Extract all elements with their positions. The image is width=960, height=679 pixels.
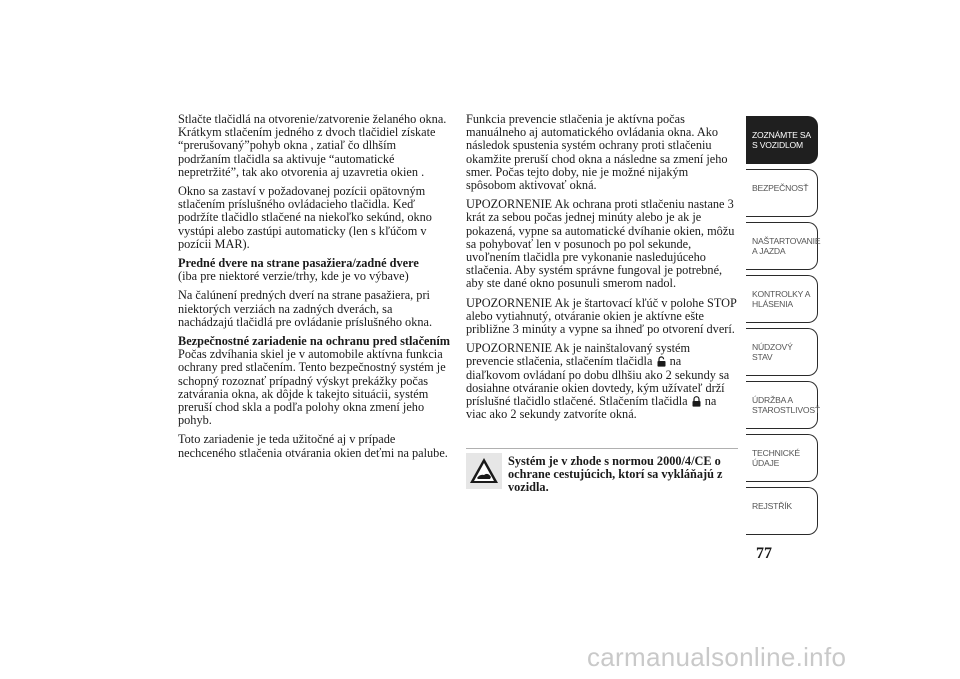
tab-technicke-udaje[interactable] (746, 434, 818, 482)
left-column (178, 113, 450, 466)
page-number: 77 (756, 545, 772, 562)
tab-label: KONTROLKY A HLÁSENIA (752, 289, 810, 309)
section-heading: Predné dvere na strane pasažiera/zadné dvere (178, 256, 419, 271)
tab-kontrolky[interactable] (746, 275, 818, 323)
tab-label: REJSTŘÍK (752, 501, 792, 511)
tab-label: ZOZNÁMTE SA S VOZIDLOM (752, 130, 811, 150)
text-segment: na diaľkovom ovládaní po dobu dlhšiu ako 2 sekundy sa dosiahne otváranie okien dovtedy, kým užívateľ drží príslušné tlačidlo stlačené. Stlačením tlačidla (466, 354, 730, 409)
unlock-icon (657, 356, 666, 367)
paragraph: Funkcia prevencie stlačenia je aktívna počas manuálneho aj automatického ovládania okna. Ako následok spustenia systém ochrany proti stlačeniu okamžite preruší chod okna a následne sa zmení jeho smer. Počas tejto doby, nie je možné nijakým spôsobom aktivovať okná. (466, 112, 728, 193)
text-segment: na viac ako 2 sekundy zatvoríte okná. (466, 394, 717, 422)
paragraph: Stlačte tlačidlá na otvorenie/zatvorenie želaného okna. Krátkym stlačením jedného z dvoch tlačidiel získate “prerušovaný”pohyb okna , zatiaľ čo dlhším podržaním tlačidla sa aktivuje “automatické nepretržité”, tak ako otvorenia aj uzavretia okien . (178, 112, 447, 179)
side-tabs (746, 116, 821, 540)
section-heading: Bezpečnostné zariadenie na ochranu pred stlačením (178, 334, 450, 349)
divider (466, 448, 738, 449)
tab-udrzba[interactable] (746, 381, 818, 429)
paragraph: UPOZORNENIE Ak ochrana proti stlačeniu nastane 3 krát za sebou počas jednej minúty alebo je ak je pokazená, vypne sa automatické dvíhanie okien, môžu sa pohybovať len v posunoch po pol sekunde, uvoľnením tlačidla pre vykonanie nasledujúceho stlačenia. Aby systém správne fungoval je potrebné, aby ste dané okno posunuli smerom nadol. (466, 197, 735, 291)
warning-text: Systém je v zhode s normou 2000/4/CE o ochrane cestujúcich, ktorí sa vykláňajú z vozidla. (508, 454, 723, 494)
paragraph (466, 342, 738, 421)
tab-zoznamte-sa[interactable] (746, 116, 818, 164)
tab-label: TECHNICKÉ ÚDAJE (752, 448, 800, 468)
paragraph: Toto zariadenie je teda užitočné aj v prípade nechceného stlačenia otvárania okien deťmi na palube. (178, 432, 448, 460)
paragraph: UPOZORNENIE Ak je štartovací kľúč v polohe STOP alebo vytiahnutý, otváranie okien je aktívne ešte približne 3 minúty a vypne sa ihneď po otvorení dverí. (466, 295, 737, 337)
tab-label: NÚDZOVÝ STAV (752, 342, 793, 362)
text-segment: UPOZORNENIE Ak je nainštalovaný systém prevencie stlačenia, stlačením tlačidla (466, 341, 691, 369)
tab-label: NAŠTARTOVANIE A JAZDA (752, 236, 821, 256)
watermark: carmanualsonline.info (587, 642, 847, 672)
lock-icon (692, 396, 701, 407)
tab-rejstrik[interactable] (746, 487, 818, 535)
tab-nudzovy-stav[interactable] (746, 328, 818, 376)
right-column (466, 113, 738, 427)
paragraph: Na čalúnení predných dverí na strane pasažiera, pri niektorých verziách na zadných dverách, sa nachádzajú tlačidlá pre ovládanie príslušného okna. (178, 288, 433, 329)
tab-label: BEZPEČNOSŤ (752, 183, 809, 193)
paragraph: (iba pre niektoré verzie/trhy, kde je vo výbave) (178, 269, 409, 284)
tab-label: ÚDRŽBA A STAROSTLIVOSŤ (752, 395, 820, 415)
paragraph: Okno sa zastaví v požadovanej pozícii opätovným stlačením príslušného ovládacieho tlačidla. Keď podržíte tlačidlo stlačené na niekoľko sekúnd, okno vystúpi alebo zastúpi automaticky (len s kľúčom v pozícii MAR). (178, 184, 432, 251)
tab-nastartovanie[interactable] (746, 222, 821, 270)
paragraph: Počas zdvíhania skiel je v automobile aktívna funkcia ochrany pred stlačením. Tento bezpečnostný systém je schopný rozoznať prípadný výskyt prekážky počas zatvárania okna, ak dôjde k takejto situácii, systém preruší chod skla a podľa polohy okna zmení jeho pohyb. (178, 347, 446, 428)
tab-bezpecnost[interactable] (746, 169, 818, 217)
warning-triangle-icon (466, 453, 502, 489)
